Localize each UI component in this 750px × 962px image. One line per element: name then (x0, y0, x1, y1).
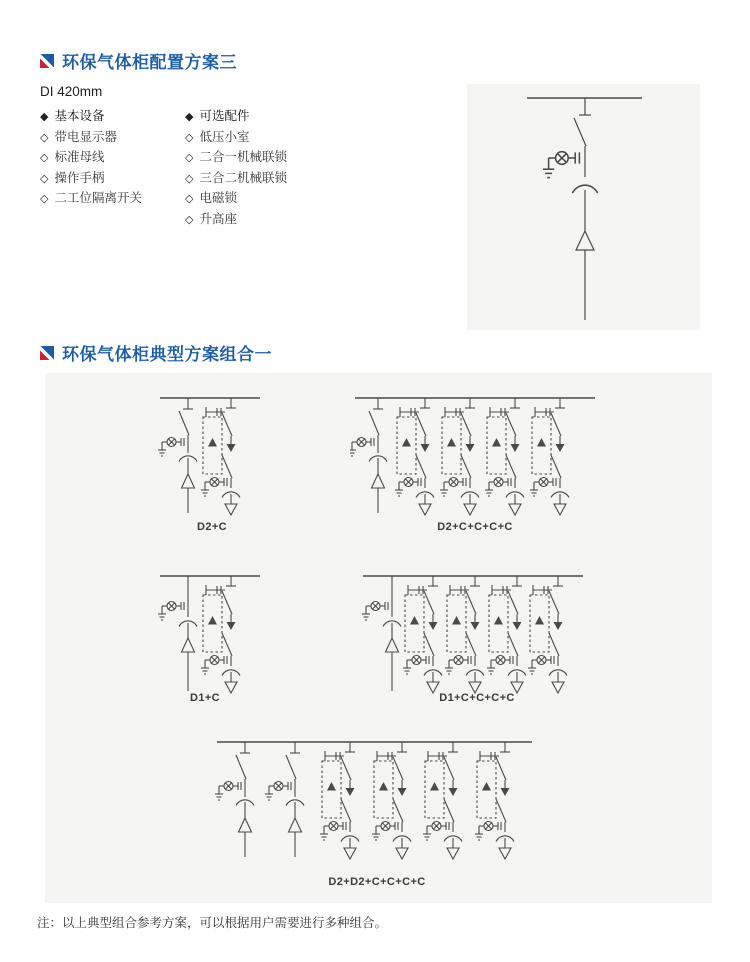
list-header-label: 基本设备 (54, 109, 105, 123)
hollow-diamond-bullet: ◇ (40, 172, 49, 185)
optional-accessories-list (185, 107, 287, 230)
hollow-diamond-bullet: ◇ (185, 213, 194, 226)
list-item-label: 带电显示器 (54, 129, 117, 144)
optional-accessories-header (185, 107, 287, 128)
hollow-diamond-bullet: ◇ (185, 193, 194, 205)
circuit-diagram-d1c (155, 566, 275, 701)
diagram-label: D2+D2+C+C+C+C (328, 876, 426, 888)
config-circuit-diagram (467, 84, 700, 330)
list-item (185, 169, 287, 190)
circuit-diagram-d2c (155, 388, 275, 523)
list-item (40, 169, 142, 190)
basic-equipment-list (40, 107, 142, 210)
hollow-diamond-bullet: ◇ (185, 152, 194, 164)
hollow-diamond-bullet: ◇ (185, 172, 194, 185)
list-item (40, 128, 142, 149)
config-diagram-panel (467, 84, 700, 330)
hollow-diamond-bullet: ◇ (40, 193, 49, 205)
basic-equipment-header (40, 107, 142, 128)
config-section-title: 环保气体柜配置方案三 (62, 53, 237, 72)
circuit-diagram-d2d2cccc (212, 732, 537, 872)
filled-diamond-bullet: ◆ (185, 111, 194, 123)
list-item-label: 低压小室 (199, 129, 250, 144)
hollow-diamond-bullet: ◇ (40, 152, 49, 164)
list-item (185, 128, 287, 149)
diagram-label: D1+C (189, 692, 221, 704)
list-item (185, 148, 287, 169)
circuit-diagram-d1cccc (358, 566, 588, 701)
list-header-label: 可选配件 (199, 109, 250, 123)
diagram-label: D2+C (196, 521, 228, 533)
hollow-diamond-bullet: ◇ (185, 131, 194, 144)
section-marker-icon (40, 346, 54, 360)
config-section-header (40, 48, 237, 73)
diagram-label: D1+C+C+C+C (439, 692, 515, 704)
list-item (40, 148, 142, 169)
list-item-label: 升高座 (199, 211, 237, 226)
combinations-panel (45, 373, 712, 903)
list-item-label: 操作手柄 (54, 170, 105, 185)
list-item-label: 二工位隔离开关 (54, 191, 142, 205)
note-text: 注：以上典型组合参考方案，可以根据用户需要进行多种组合。 (37, 916, 388, 930)
circuit-diagram-d2cccc (350, 388, 600, 523)
list-item (185, 189, 287, 210)
combos-section-title: 环保气体柜典型方案组合一 (62, 345, 272, 364)
combos-section-header (40, 340, 272, 365)
model-label: DI 420mm (40, 84, 103, 99)
filled-diamond-bullet: ◆ (40, 111, 49, 123)
list-item-label: 标准母线 (54, 150, 105, 164)
hollow-diamond-bullet: ◇ (40, 131, 49, 144)
list-item-label: 二合一机械联锁 (199, 150, 287, 164)
list-item (40, 189, 142, 210)
list-item-label: 三合二机械联锁 (199, 170, 287, 185)
list-item-label: 电磁锁 (199, 191, 237, 205)
section-marker-icon (40, 54, 54, 68)
list-item (185, 210, 287, 231)
diagram-label: D2+C+C+C+C (437, 521, 513, 533)
